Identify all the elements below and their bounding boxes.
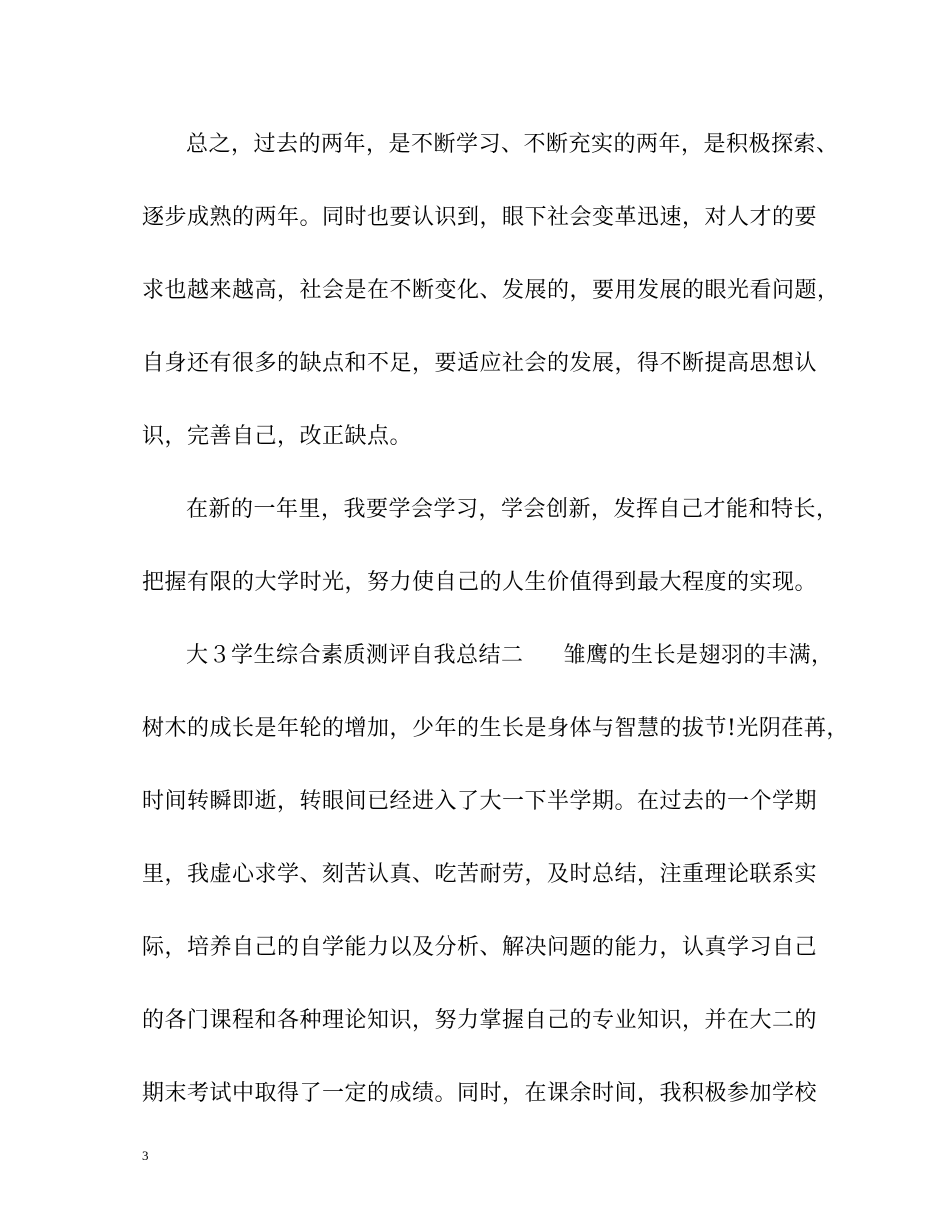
text-line: 把握有限的大学时光，努力使自己的人生价值得到最大程度的实现。: [142, 570, 818, 595]
text-line: 里，我虚心求学、刻苦认真、吃苦耐劳，及时总结，注重理论联系实: [142, 862, 818, 887]
text-line: 的各门课程和各种理论知识，努力掌握自己的专业知识，并在大二的: [142, 1008, 818, 1033]
text-line: 在新的一年里，我要学会学习，学会创新，发挥自己才能和特长，: [186, 497, 839, 522]
section-intro-text: 雏鹰的生长是翅羽的丰满，: [563, 643, 834, 668]
text-line: 自身还有很多的缺点和不足，要适应社会的发展，得不断提高思想认: [142, 351, 818, 376]
text-line: 时间转瞬即逝，转眼间已经进入了大一下半学期。在过去的一个学期: [142, 789, 818, 814]
section-heading: 大３学生综合素质测评自我总结二: [186, 643, 524, 668]
text-line: 期末考试中取得了一定的成绩。同时，在课余时间，我积极参加学校: [142, 1081, 818, 1106]
text-line: 总之，过去的两年，是不断学习、不断充实的两年，是积极探索、: [186, 132, 839, 157]
page-number: 3: [142, 1148, 149, 1163]
section-heading-line: [186, 641, 886, 671]
text-line: 际，培养自己的自学能力以及分析、解决问题的能力，认真学习自己: [142, 935, 818, 960]
text-line: 识，完善自己，改正缺点。: [142, 424, 413, 449]
text-line: 求也越来越高，社会是在不断变化、发展的，要用发展的眼光看问题，: [142, 278, 840, 303]
text-line: 树木的成长是年轮的增加，少年的生长是身体与智慧的拔节!光阴荏苒，: [142, 716, 849, 741]
text-line: 逐步成熟的两年。同时也要认识到，眼下社会变革迅速，对人才的要: [142, 205, 818, 230]
